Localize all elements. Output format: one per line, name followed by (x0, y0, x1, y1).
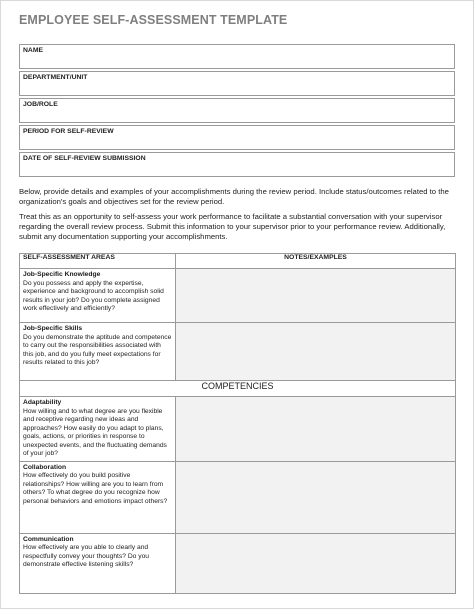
instructions-paragraph-1: Below, provide details and examples of your accomplishments during the review period. Include status/outcomes related to the organization's goals and objectives set for the review period. (19, 187, 449, 206)
submission-date-field[interactable] (19, 152, 455, 177)
instructions-paragraph-2: Treat this as an opportunity to self-assess your work performance to facilitate a substantial conversation with your supervisor regarding the overall review process. Submit this information to your supervisor prior to your performance review. Additionally, submit any documentation supporting your accomplishments. (19, 212, 446, 241)
notes-cell[interactable] (176, 533, 456, 593)
department-label: DEPARTMENT/UNIT (23, 74, 88, 81)
job-role-label: JOB/ROLE (23, 101, 58, 108)
competency-description: How effectively do you build positive relationships? How willing are you to learn from others? To what degree do you recognize how personal behaviors and emotions impact others? (23, 472, 168, 505)
notes-cell[interactable] (176, 461, 456, 533)
job-role-field[interactable] (19, 98, 455, 123)
competency-cell (20, 533, 176, 593)
competency-title: Adaptability (23, 399, 62, 406)
submission-date-label: DATE OF SELF-REVIEW SUBMISSION (23, 155, 146, 162)
review-period-label: PERIOD FOR SELF-REVIEW (23, 128, 114, 135)
competency-cell (20, 461, 176, 533)
table-row (20, 269, 456, 323)
table-row (20, 461, 456, 533)
area-description: Do you possess and apply the expertise, experience and background to accomplish solid results in your job? Do you complete assigned work effectively and efficiently? (23, 279, 164, 312)
table-row (20, 323, 456, 381)
table-row (20, 533, 456, 593)
competencies-label: COMPETENCIES (20, 381, 456, 397)
competency-title: Collaboration (23, 463, 67, 471)
area-description: Do you demonstrate the aptitude and competence to carry out the responsibilities associated with this job, and do you fully meet expectations for results related to this job? (23, 333, 172, 366)
self-assessment-table (19, 253, 456, 594)
competency-cell (20, 397, 176, 462)
area-title: Job-Specific Skills (23, 325, 83, 332)
page-title: EMPLOYEE SELF-ASSESSMENT TEMPLATE (19, 13, 288, 27)
competency-title: Communication (23, 535, 74, 543)
competency-description: How effectively are you able to clearly and respectfully convey your thoughts? Do you demonstrate effective listening skills? (23, 544, 150, 568)
review-period-field[interactable] (19, 125, 455, 150)
table-row (20, 397, 456, 462)
department-field[interactable] (19, 71, 455, 96)
name-label: NAME (23, 47, 44, 54)
area-cell (20, 269, 176, 323)
name-field[interactable] (19, 44, 455, 69)
competencies-header-row (20, 381, 456, 397)
area-cell (20, 323, 176, 381)
areas-column-header: SELF-ASSESSMENT AREAS (20, 254, 176, 269)
notes-cell[interactable] (176, 397, 456, 462)
notes-column-header: NOTES/EXAMPLES (176, 254, 456, 269)
notes-cell[interactable] (176, 323, 456, 381)
competency-description: How willing and to what degree are you flexible and receptive regarding new ideas and approaches? How easily do you adapt to plans, goals, actions, or priorities in response to unexpected events, and the fluctuating demands of your job? (23, 407, 167, 457)
area-title: Job-Specific Knowledge (23, 271, 101, 278)
notes-cell[interactable] (176, 269, 456, 323)
